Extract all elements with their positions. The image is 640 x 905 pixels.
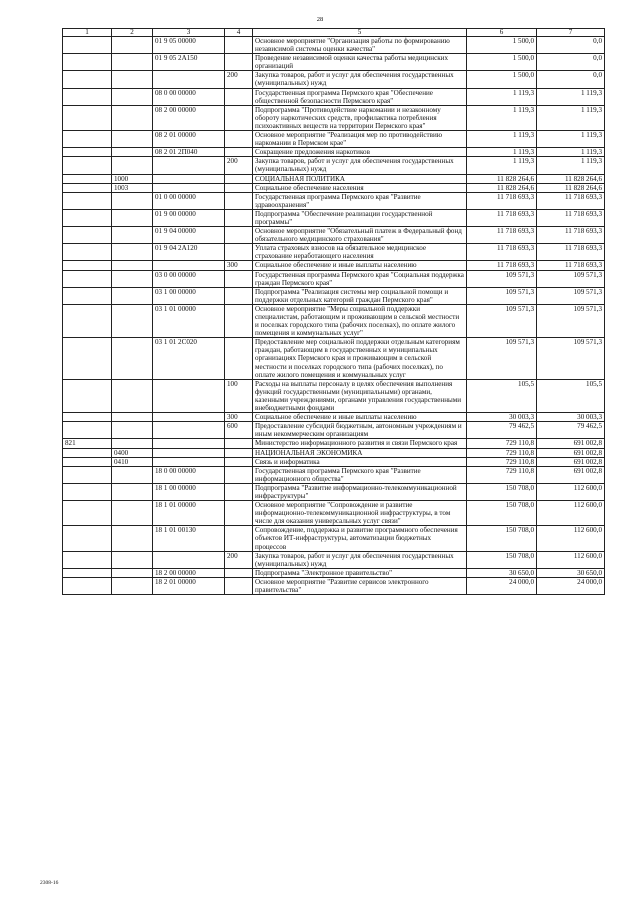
admin-code-cell (63, 483, 112, 500)
admin-code-cell (63, 551, 112, 568)
target-article-cell (153, 174, 225, 183)
amount-year1-cell: 11 828 264,6 (467, 183, 537, 192)
description-cell: Закупка товаров, работ и услуг для обеспечения государственных (муниципальных) нужд (253, 551, 467, 568)
header-cell: 7 (537, 29, 605, 37)
description-cell: СОЦИАЛЬНАЯ ПОЛИТИКА (253, 174, 467, 183)
expense-type-cell (225, 244, 253, 261)
description-cell: Предоставление субсидий бюджетным, автономным учреждениям и иным некоммерческим организациям (253, 422, 467, 439)
header-cell: 1 (63, 29, 112, 37)
section-code-cell (112, 568, 153, 577)
amount-year2-cell: 691 002,8 (537, 439, 605, 448)
description-cell: Уплата страховых взносов на обязательное медицинское страхование неработающего населения (253, 244, 467, 261)
target-article-cell: 01 9 00 00000 (153, 209, 225, 226)
description-cell: Основное мероприятие "Реализация мер по противодействию наркомании в Пермском крае" (253, 131, 467, 148)
target-article-cell: 01 9 05 00000 (153, 37, 225, 54)
amount-year2-cell: 105,5 (537, 379, 605, 412)
amount-year1-cell: 1 119,3 (467, 131, 537, 148)
amount-year2-cell: 0,0 (537, 71, 605, 88)
description-cell: Расходы на выплаты персоналу в целях обеспечения выполнения функций государственными (муниципальными) органами, казенными учреждениями, органами управления государственными внебюджетными фондами (253, 379, 467, 412)
amount-year1-cell: 11 718 693,3 (467, 209, 537, 226)
section-code-cell (112, 270, 153, 287)
amount-year1-cell: 109 571,3 (467, 338, 537, 379)
section-code-cell (112, 422, 153, 439)
description-cell: Подпрограмма "Развитие информационно-телекоммуникационной инфраструктуры" (253, 483, 467, 500)
amount-year2-cell: 691 002,8 (537, 466, 605, 483)
section-code-cell (112, 88, 153, 105)
table-row (63, 209, 605, 226)
description-cell: Подпрограмма "Обеспечение реализации государственной программы" (253, 209, 467, 226)
target-article-cell: 08 0 00 00000 (153, 88, 225, 105)
table-row (63, 466, 605, 483)
target-article-cell (153, 413, 225, 422)
amount-year2-cell: 79 462,5 (537, 422, 605, 439)
amount-year2-cell: 30 003,3 (537, 413, 605, 422)
header-cell: 2 (112, 29, 153, 37)
expense-type-cell (225, 466, 253, 483)
description-cell: Социальное обеспечение и иные выплаты населению (253, 413, 467, 422)
amount-year1-cell: 24 000,0 (467, 577, 537, 594)
amount-year2-cell: 11 718 693,3 (537, 261, 605, 270)
amount-year1-cell: 150 708,0 (467, 501, 537, 526)
amount-year2-cell: 1 119,3 (537, 148, 605, 157)
expense-type-cell (225, 209, 253, 226)
amount-year2-cell: 11 718 693,3 (537, 192, 605, 209)
table-row (63, 88, 605, 105)
target-article-cell (153, 157, 225, 174)
admin-code-cell (63, 379, 112, 412)
admin-code-cell (63, 227, 112, 244)
expense-type-cell (225, 501, 253, 526)
amount-year1-cell: 109 571,3 (467, 287, 537, 304)
header-cell: 5 (253, 29, 467, 37)
target-article-cell: 18 0 00 00000 (153, 466, 225, 483)
admin-code-cell (63, 54, 112, 71)
target-article-cell (153, 183, 225, 192)
section-code-cell: 0410 (112, 457, 153, 466)
description-cell: Государственная программа Пермского края "Социальная поддержка граждан Пермского края" (253, 270, 467, 287)
amount-year2-cell: 112 600,0 (537, 551, 605, 568)
section-code-cell (112, 413, 153, 422)
table-row (63, 37, 605, 54)
target-article-cell: 08 2 00 00000 (153, 105, 225, 130)
amount-year2-cell: 0,0 (537, 37, 605, 54)
target-article-cell: 18 1 00 00000 (153, 483, 225, 500)
table-row (63, 174, 605, 183)
description-cell: Подпрограмма "Реализация системы мер социальной помощи и поддержки отдельных категорий граждан Пермского края" (253, 287, 467, 304)
table-row (63, 568, 605, 577)
admin-code-cell (63, 209, 112, 226)
admin-code-cell (63, 183, 112, 192)
description-cell: Государственная программа Пермского края "Обеспечение общественной безопасности Пермского края" (253, 88, 467, 105)
expense-type-cell (225, 526, 253, 551)
amount-year2-cell: 109 571,3 (537, 338, 605, 379)
description-cell: Сопровождение, поддержка и развитие программного обеспечения объектов ИТ-инфраструктуры, автоматизации бюджетных процессов (253, 526, 467, 551)
section-code-cell (112, 526, 153, 551)
amount-year2-cell: 11 828 264,6 (537, 183, 605, 192)
description-cell: Связь и информатика (253, 457, 467, 466)
section-code-cell (112, 244, 153, 261)
expense-type-cell (225, 457, 253, 466)
admin-code-cell (63, 71, 112, 88)
amount-year2-cell: 30 650,0 (537, 568, 605, 577)
section-code-cell (112, 105, 153, 130)
amount-year2-cell: 1 119,3 (537, 105, 605, 130)
expense-type-cell (225, 577, 253, 594)
expense-type-cell (225, 227, 253, 244)
table-row (63, 157, 605, 174)
admin-code-cell (63, 577, 112, 594)
target-article-cell (153, 71, 225, 88)
amount-year2-cell: 112 600,0 (537, 483, 605, 500)
table-row (63, 270, 605, 287)
description-cell: Предоставление мер социальной поддержки отдельным категориям граждан, работающим в государственных и муниципальных организациях Пермского края и проживающим в сельской местности и поселках городского типа (рабочих поселках), по оплате жилого помещения и коммунальных услуг (253, 338, 467, 379)
admin-code-cell (63, 148, 112, 157)
table-body (63, 29, 605, 595)
admin-code-cell (63, 270, 112, 287)
admin-code-cell (63, 457, 112, 466)
target-article-cell: 08 2 01 2П040 (153, 148, 225, 157)
amount-year1-cell: 729 110,8 (467, 466, 537, 483)
table-row (63, 577, 605, 594)
description-cell: Проведение независимой оценки качества работы медицинских организаций (253, 54, 467, 71)
target-article-cell: 01 9 05 2А150 (153, 54, 225, 71)
table-row (63, 439, 605, 448)
budget-table (62, 28, 605, 595)
description-cell: Государственная программа Пермского края "Развитие здравоохранения" (253, 192, 467, 209)
expense-type-cell: 600 (225, 422, 253, 439)
section-code-cell (112, 131, 153, 148)
section-code-cell (112, 71, 153, 88)
expense-type-cell (225, 192, 253, 209)
admin-code-cell (63, 287, 112, 304)
amount-year1-cell: 1 500,0 (467, 37, 537, 54)
amount-year2-cell: 11 718 693,3 (537, 209, 605, 226)
admin-code-cell (63, 501, 112, 526)
expense-type-cell (225, 174, 253, 183)
amount-year2-cell: 112 600,0 (537, 526, 605, 551)
target-article-cell: 18 2 00 00000 (153, 568, 225, 577)
section-code-cell (112, 287, 153, 304)
section-code-cell (112, 157, 153, 174)
expense-type-cell (225, 54, 253, 71)
table-row (63, 261, 605, 270)
admin-code-cell (63, 526, 112, 551)
target-article-cell (153, 551, 225, 568)
table-row (63, 501, 605, 526)
amount-year2-cell: 1 119,3 (537, 131, 605, 148)
amount-year1-cell: 11 718 693,3 (467, 244, 537, 261)
target-article-cell: 01 0 00 00000 (153, 192, 225, 209)
amount-year1-cell: 1 500,0 (467, 71, 537, 88)
admin-code-cell (63, 448, 112, 457)
table-row (63, 304, 605, 337)
admin-code-cell (63, 466, 112, 483)
table-row (63, 448, 605, 457)
amount-year2-cell: 0,0 (537, 54, 605, 71)
section-code-cell (112, 54, 153, 71)
description-cell: Министерство информационного развития и связи Пермского края (253, 439, 467, 448)
description-cell: Основное мероприятие "Организация работы по формированию независимой системы оценки качества" (253, 37, 467, 54)
table-row (63, 551, 605, 568)
amount-year2-cell: 109 571,3 (537, 304, 605, 337)
expense-type-cell: 300 (225, 261, 253, 270)
table-row (63, 227, 605, 244)
admin-code-cell (63, 244, 112, 261)
amount-year2-cell: 691 002,8 (537, 448, 605, 457)
table-row (63, 483, 605, 500)
expense-type-cell (225, 105, 253, 130)
section-code-cell (112, 261, 153, 270)
amount-year1-cell: 30 003,3 (467, 413, 537, 422)
admin-code-cell: 821 (63, 439, 112, 448)
expense-type-cell (225, 37, 253, 54)
amount-year1-cell: 105,5 (467, 379, 537, 412)
header-cell: 3 (153, 29, 225, 37)
section-code-cell (112, 551, 153, 568)
table-row (63, 148, 605, 157)
table-row (63, 131, 605, 148)
description-cell: Государственная программа Пермского края "Развитие информационного общества" (253, 466, 467, 483)
expense-type-cell (225, 439, 253, 448)
expense-type-cell: 200 (225, 157, 253, 174)
amount-year1-cell: 11 718 693,3 (467, 192, 537, 209)
table-row (63, 526, 605, 551)
target-article-cell (153, 448, 225, 457)
description-cell: Основное мероприятие "Меры социальной поддержки специалистам, работающим и проживающим в сельской местности и поселках городского типа (рабочих поселках), по оплате жилого помещения и коммунальных услуг" (253, 304, 467, 337)
table-row (63, 422, 605, 439)
table-row (63, 105, 605, 130)
amount-year2-cell: 112 600,0 (537, 501, 605, 526)
amount-year1-cell: 150 708,0 (467, 551, 537, 568)
amount-year1-cell: 30 650,0 (467, 568, 537, 577)
target-article-cell: 18 1 01 00130 (153, 526, 225, 551)
table-row (63, 71, 605, 88)
section-code-cell (112, 37, 153, 54)
expense-type-cell (225, 287, 253, 304)
section-code-cell: 1000 (112, 174, 153, 183)
header-cell: 6 (467, 29, 537, 37)
admin-code-cell (63, 88, 112, 105)
amount-year1-cell: 729 110,8 (467, 457, 537, 466)
target-article-cell (153, 457, 225, 466)
expense-type-cell (225, 304, 253, 337)
amount-year2-cell: 1 119,3 (537, 157, 605, 174)
target-article-cell: 03 1 01 00000 (153, 304, 225, 337)
footer-code: 2308-16 (40, 880, 59, 886)
header-row (63, 29, 605, 37)
target-article-cell: 18 2 01 00000 (153, 577, 225, 594)
table-row (63, 192, 605, 209)
table-row (63, 413, 605, 422)
expense-type-cell: 200 (225, 71, 253, 88)
amount-year1-cell: 150 708,0 (467, 483, 537, 500)
table-row (63, 338, 605, 379)
description-cell: Основное мероприятие "Сопровождение и развитие информационно-телекоммуникационной инфраструктуры, в том числе для оказания универсальных услуг связи" (253, 501, 467, 526)
amount-year1-cell: 109 571,3 (467, 304, 537, 337)
admin-code-cell (63, 174, 112, 183)
section-code-cell (112, 209, 153, 226)
description-cell: НАЦИОНАЛЬНАЯ ЭКОНОМИКА (253, 448, 467, 457)
amount-year2-cell: 1 119,3 (537, 88, 605, 105)
table-row (63, 244, 605, 261)
target-article-cell (153, 439, 225, 448)
admin-code-cell (63, 422, 112, 439)
admin-code-cell (63, 304, 112, 337)
page-number: 28 (316, 16, 324, 23)
expense-type-cell: 100 (225, 379, 253, 412)
amount-year2-cell: 691 002,8 (537, 457, 605, 466)
expense-type-cell (225, 568, 253, 577)
amount-year1-cell: 729 110,8 (467, 448, 537, 457)
section-code-cell (112, 338, 153, 379)
description-cell: Сокращение предложения наркотиков (253, 148, 467, 157)
target-article-cell: 01 9 04 2А120 (153, 244, 225, 261)
amount-year1-cell: 11 718 693,3 (467, 227, 537, 244)
amount-year2-cell: 11 828 264,6 (537, 174, 605, 183)
section-code-cell (112, 501, 153, 526)
section-code-cell (112, 192, 153, 209)
section-code-cell (112, 379, 153, 412)
section-code-cell (112, 304, 153, 337)
section-code-cell: 1003 (112, 183, 153, 192)
amount-year1-cell: 11 828 264,6 (467, 174, 537, 183)
admin-code-cell (63, 37, 112, 54)
target-article-cell: 03 1 01 2С020 (153, 338, 225, 379)
header-cell: 4 (225, 29, 253, 37)
admin-code-cell (63, 261, 112, 270)
section-code-cell (112, 577, 153, 594)
section-code-cell (112, 466, 153, 483)
target-article-cell (153, 261, 225, 270)
amount-year1-cell: 109 571,3 (467, 270, 537, 287)
description-cell: Социальное обеспечение населения (253, 183, 467, 192)
amount-year1-cell: 150 708,0 (467, 526, 537, 551)
admin-code-cell (63, 131, 112, 148)
amount-year1-cell: 1 119,3 (467, 148, 537, 157)
section-code-cell (112, 483, 153, 500)
amount-year2-cell: 109 571,3 (537, 270, 605, 287)
section-code-cell: 0400 (112, 448, 153, 457)
expense-type-cell (225, 131, 253, 148)
table-row (63, 379, 605, 412)
table-row (63, 457, 605, 466)
admin-code-cell (63, 157, 112, 174)
target-article-cell: 03 1 00 00000 (153, 287, 225, 304)
table-row (63, 287, 605, 304)
section-code-cell (112, 439, 153, 448)
expense-type-cell (225, 148, 253, 157)
target-article-cell (153, 422, 225, 439)
expense-type-cell: 200 (225, 551, 253, 568)
admin-code-cell (63, 413, 112, 422)
admin-code-cell (63, 105, 112, 130)
expense-type-cell (225, 270, 253, 287)
description-cell: Закупка товаров, работ и услуг для обеспечения государственных (муниципальных) нужд (253, 71, 467, 88)
description-cell: Подпрограмма "Электронное правительство" (253, 568, 467, 577)
target-article-cell: 18 1 01 00000 (153, 501, 225, 526)
description-cell: Закупка товаров, работ и услуг для обеспечения государственных (муниципальных) нужд (253, 157, 467, 174)
amount-year1-cell: 1 119,3 (467, 88, 537, 105)
amount-year1-cell: 1 119,3 (467, 105, 537, 130)
admin-code-cell (63, 192, 112, 209)
description-cell: Социальное обеспечение и иные выплаты населению (253, 261, 467, 270)
description-cell: Подпрограмма "Противодействие наркомании и незаконному обороту наркотических средств, профилактика потребления психоактивных веществ на территории Пермского края" (253, 105, 467, 130)
admin-code-cell (63, 338, 112, 379)
expense-type-cell (225, 88, 253, 105)
amount-year2-cell: 11 718 693,3 (537, 227, 605, 244)
target-article-cell: 08 2 01 00000 (153, 131, 225, 148)
amount-year1-cell: 729 110,8 (467, 439, 537, 448)
section-code-cell (112, 227, 153, 244)
expense-type-cell (225, 338, 253, 379)
description-cell: Основное мероприятие "Развитие сервисов электронного правительства" (253, 577, 467, 594)
expense-type-cell: 300 (225, 413, 253, 422)
expense-type-cell (225, 483, 253, 500)
amount-year2-cell: 109 571,3 (537, 287, 605, 304)
description-cell: Основное мероприятие "Обязательный платеж в Федеральный фонд обязательного медицинского страхования" (253, 227, 467, 244)
amount-year1-cell: 1 500,0 (467, 54, 537, 71)
target-article-cell (153, 379, 225, 412)
section-code-cell (112, 148, 153, 157)
table-row (63, 183, 605, 192)
amount-year1-cell: 11 718 693,3 (467, 261, 537, 270)
amount-year2-cell: 24 000,0 (537, 577, 605, 594)
table-row (63, 54, 605, 71)
expense-type-cell (225, 448, 253, 457)
amount-year1-cell: 1 119,3 (467, 157, 537, 174)
target-article-cell: 03 0 00 00000 (153, 270, 225, 287)
amount-year1-cell: 79 462,5 (467, 422, 537, 439)
amount-year2-cell: 11 718 693,3 (537, 244, 605, 261)
target-article-cell: 01 9 04 00000 (153, 227, 225, 244)
expense-type-cell (225, 183, 253, 192)
admin-code-cell (63, 568, 112, 577)
